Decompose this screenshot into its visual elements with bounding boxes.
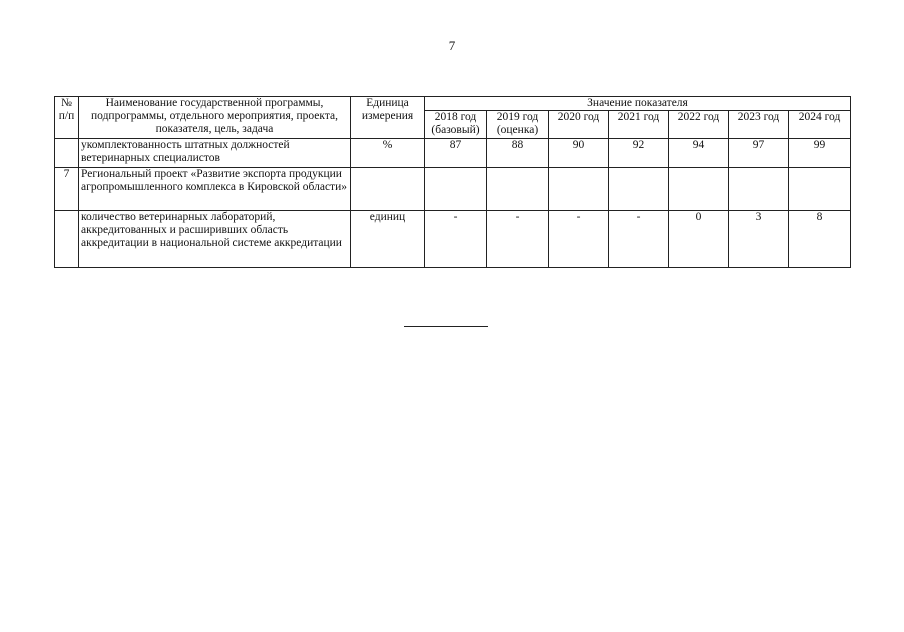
row-value: - [549,211,609,268]
header-year: 2020 год [549,111,609,139]
header-value-group: Значение показателя [425,97,851,111]
table-row [55,211,851,268]
indicators-table [54,96,851,268]
row-value [669,168,729,211]
row-value: 90 [549,139,609,168]
row-name: Региональный проект «Развитие экспорта продукции агропромышленного комплекса в Кировской области» [79,168,351,211]
header-year: 2021 год [609,111,669,139]
row-value: - [425,211,487,268]
header-year: 2022 год [669,111,729,139]
row-unit [351,168,425,211]
row-value: 99 [789,139,851,168]
row-value: 8 [789,211,851,268]
end-divider [404,326,488,327]
page-number: 7 [448,38,456,53]
row-value [487,168,549,211]
row-value [729,168,789,211]
table-row [55,168,851,211]
header-unit: Единица измерения [351,97,425,139]
header-row [55,97,851,111]
row-value: 92 [609,139,669,168]
table-row [55,139,851,168]
row-value [789,168,851,211]
row-value: 3 [729,211,789,268]
row-value [425,168,487,211]
header-year: 2023 год [729,111,789,139]
row-value: 0 [669,211,729,268]
header-name: Наименование государственной программы, подпрограммы, отдельного мероприятия, проекта, показателя, цель, задача [79,97,351,139]
header-year: 2018 год (базовый) [425,111,487,139]
row-name: количество ветеринарных лабораторий, аккредитованных и расширивших область аккредитации в национальной системе аккредитации [79,211,351,268]
row-value: 94 [669,139,729,168]
row-value: - [609,211,669,268]
header-year: 2019 год (оценка) [487,111,549,139]
row-value: 97 [729,139,789,168]
row-name: укомплектованность штатных должностей ветеринарных специалистов [79,139,351,168]
header-num: № п/п [55,97,79,139]
row-value: 88 [487,139,549,168]
header-year: 2024 год [789,111,851,139]
row-value [609,168,669,211]
row-value: - [487,211,549,268]
row-num [55,211,79,268]
row-value [549,168,609,211]
row-value: 87 [425,139,487,168]
row-unit: единиц [351,211,425,268]
row-unit: % [351,139,425,168]
row-num [55,139,79,168]
row-num: 7 [55,168,79,211]
